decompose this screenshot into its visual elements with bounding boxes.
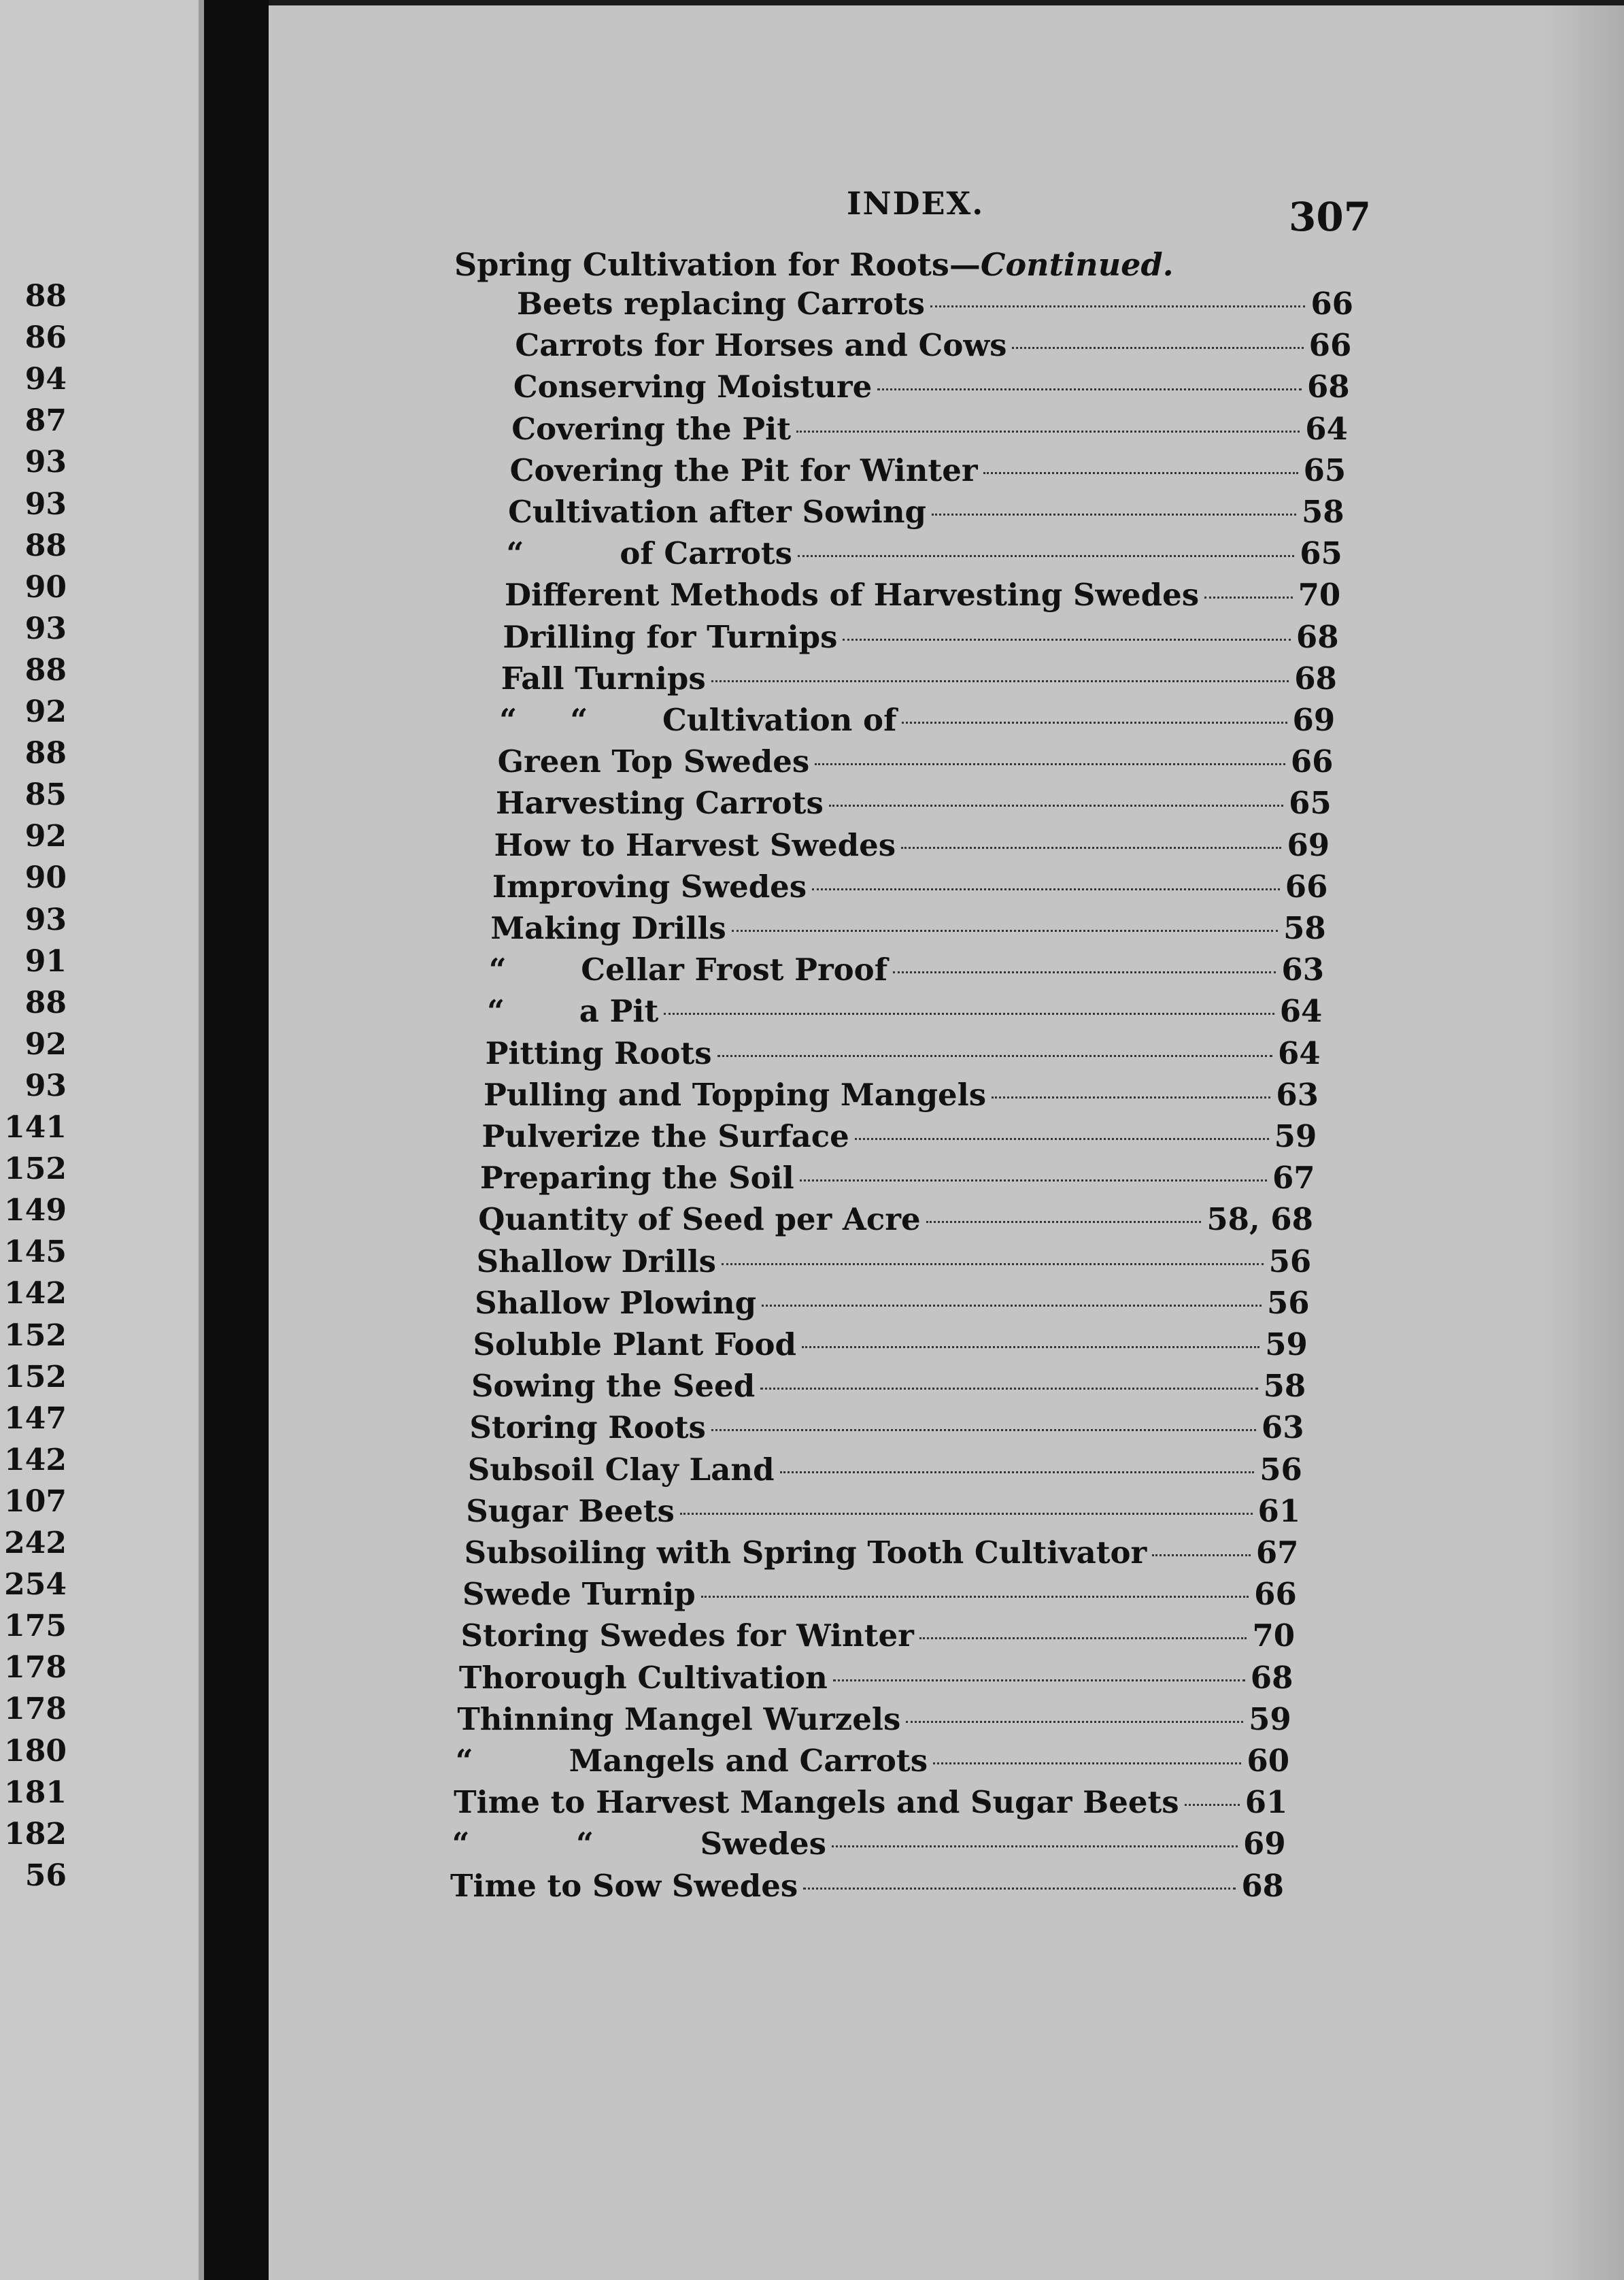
entry-label: Pulverize the Surface — [481, 1118, 849, 1154]
entry-page: 68 — [1306, 369, 1350, 405]
dot-leader — [812, 888, 1280, 890]
dot-leader — [893, 971, 1276, 973]
entry-page: 59 — [1249, 1700, 1291, 1737]
left-page-number: 254 — [4, 1567, 67, 1603]
left-page-number: 93 — [24, 445, 67, 480]
left-page-number: 90 — [24, 569, 67, 605]
entry-label: Thorough Cultivation — [458, 1659, 828, 1696]
left-page-number: 88 — [24, 279, 67, 314]
left-page-number: 107 — [4, 1483, 67, 1519]
entry-page: 59 — [1274, 1118, 1317, 1154]
dot-leader — [701, 1596, 1249, 1598]
entry-page: 70 — [1252, 1617, 1296, 1654]
left-page-number: 92 — [24, 819, 67, 854]
entry-label: Different Methods of Harvesting Swedes — [504, 577, 1200, 614]
dot-leader — [722, 1263, 1264, 1265]
entry-label: Cultivation after Sowing — [508, 494, 927, 530]
left-page-number: 152 — [4, 1359, 67, 1394]
left-page-number: 93 — [24, 486, 67, 522]
entry-label: Storing Roots — [469, 1409, 706, 1446]
dot-leader — [833, 1679, 1245, 1681]
entry-page: 64 — [1279, 993, 1323, 1030]
entry-label: Time to Harvest Mangels and Sugar Beets — [454, 1784, 1179, 1821]
entry-page: 58, 68 — [1206, 1201, 1313, 1238]
entry-page: 66 — [1308, 327, 1352, 364]
entry-label: Soluble Plant Food — [473, 1326, 796, 1362]
left-page-number: 94 — [24, 362, 67, 397]
entry-page: 70 — [1298, 577, 1341, 614]
entry-label: Quantity of Seed per Acre — [478, 1201, 921, 1238]
dot-leader — [732, 930, 1278, 932]
entry-page: 67 — [1272, 1160, 1315, 1196]
index-entry — [494, 827, 1330, 863]
entry-label: Swede Turnip — [462, 1576, 696, 1613]
index-entry — [480, 1160, 1315, 1196]
dot-leader — [832, 1845, 1238, 1847]
entry-label: “ “ Cultivation of — [499, 702, 897, 738]
index-entry — [456, 1743, 1289, 1779]
section-heading — [454, 246, 1174, 283]
left-page-number: 91 — [24, 943, 67, 979]
entry-page: 58 — [1283, 910, 1326, 946]
index-entry — [468, 1452, 1302, 1488]
index-entry — [510, 452, 1347, 488]
entry-label: Shallow Drills — [476, 1243, 717, 1279]
entry-page: 68 — [1250, 1659, 1293, 1696]
entry-page: 61 — [1245, 1784, 1288, 1821]
entry-page: 61 — [1257, 1492, 1301, 1529]
dot-leader — [1152, 1554, 1251, 1556]
entry-label: Thinning Mangel Wurzels — [457, 1700, 901, 1737]
entry-label: Sowing the Seed — [471, 1368, 756, 1405]
entry-page: 64 — [1305, 410, 1348, 447]
index-entry — [452, 1826, 1286, 1862]
left-page-number: 88 — [24, 736, 67, 771]
dot-leader — [901, 847, 1281, 849]
entry-page: 58 — [1263, 1368, 1306, 1405]
entry-page: 66 — [1285, 868, 1328, 905]
left-page-number: 86 — [24, 320, 67, 356]
section-continued: Continued. — [980, 246, 1174, 283]
entry-page: 63 — [1276, 1076, 1319, 1113]
left-page-number: 88 — [24, 652, 67, 688]
entry-label: Making Drills — [490, 910, 726, 946]
index-entry — [507, 535, 1342, 571]
left-page-number: 178 — [4, 1692, 67, 1727]
dot-leader — [843, 639, 1290, 641]
dot-leader — [855, 1138, 1269, 1140]
entry-page: 63 — [1281, 952, 1325, 988]
left-page-number: 180 — [4, 1733, 67, 1768]
left-page-number: 147 — [4, 1401, 67, 1436]
index-entry — [469, 1409, 1304, 1445]
entry-label: Subsoiling with Spring Tooth Cultivator — [464, 1535, 1147, 1571]
left-page-number: 141 — [4, 1110, 67, 1145]
dot-leader — [780, 1471, 1255, 1473]
dot-leader — [802, 1346, 1259, 1348]
index-entry — [460, 1617, 1295, 1654]
dot-leader — [877, 388, 1302, 390]
index-entry — [477, 1243, 1312, 1279]
entry-label: Time to Sow Swedes — [450, 1867, 798, 1904]
dot-leader — [796, 431, 1300, 433]
entry-page: 59 — [1265, 1326, 1308, 1362]
entry-page: 65 — [1303, 452, 1347, 488]
dot-leader — [680, 1513, 1253, 1515]
entry-label: Covering the Pit — [511, 410, 792, 447]
left-page-number: 92 — [24, 1026, 67, 1062]
entry-label: “ Cellar Frost Proof — [488, 952, 888, 988]
dot-leader — [919, 1637, 1247, 1639]
entry-label: Harvesting Carrots — [496, 785, 824, 822]
entry-page: 68 — [1241, 1867, 1284, 1904]
dot-leader — [800, 1179, 1267, 1181]
left-page-number: 93 — [24, 1068, 67, 1103]
entry-label: Subsoil Clay Land — [467, 1451, 775, 1488]
entry-label: Sugar Beets — [466, 1492, 675, 1529]
entry-page: 58 — [1301, 494, 1344, 530]
entry-page: 64 — [1278, 1035, 1321, 1071]
dot-leader — [1185, 1804, 1240, 1806]
dot-leader — [803, 1888, 1236, 1890]
index-entry — [466, 1493, 1300, 1529]
index-entry — [484, 1077, 1319, 1113]
left-page-number: 88 — [24, 528, 67, 563]
index-entry — [459, 1660, 1293, 1696]
dot-leader — [760, 1388, 1257, 1390]
index-entry — [508, 494, 1344, 530]
entry-label: Pitting Roots — [485, 1035, 712, 1071]
dot-leader — [902, 722, 1287, 724]
dot-leader — [932, 514, 1296, 516]
dot-leader — [933, 1762, 1241, 1764]
left-page-number: 88 — [24, 985, 67, 1020]
index-entry — [462, 1576, 1297, 1612]
entry-label: Shallow Plowing — [475, 1284, 757, 1321]
entry-page: 68 — [1296, 618, 1339, 655]
dot-leader — [798, 555, 1294, 557]
left-page-number: 152 — [4, 1318, 67, 1353]
entry-label: Improving Swedes — [492, 868, 807, 905]
entry-label: Fall Turnips — [501, 660, 706, 697]
left-page-number: 90 — [24, 860, 67, 896]
left-page-number: 92 — [24, 694, 67, 729]
index-entry — [515, 327, 1351, 363]
page-shadow — [1542, 5, 1624, 2280]
left-page-number: 152 — [4, 1152, 67, 1187]
index-entry — [498, 743, 1334, 779]
index-entry — [457, 1701, 1291, 1737]
entry-page: 69 — [1287, 826, 1330, 863]
left-page-number: 142 — [4, 1442, 67, 1477]
entry-label: Covering the Pit for Winter — [509, 452, 978, 488]
left-page-number: 93 — [24, 902, 67, 937]
index-entry — [490, 910, 1325, 946]
entry-label: Storing Swedes for Winter — [460, 1617, 914, 1654]
dot-leader — [930, 305, 1305, 307]
left-page-number: 56 — [24, 1858, 67, 1893]
dot-leader — [717, 1055, 1272, 1057]
dot-leader — [711, 1429, 1256, 1431]
index-entry — [517, 286, 1353, 322]
entry-page: 56 — [1259, 1451, 1302, 1488]
left-page-number: 85 — [24, 777, 67, 813]
dot-leader — [926, 1221, 1202, 1223]
entry-page: 66 — [1310, 286, 1353, 322]
entry-page: 63 — [1261, 1409, 1304, 1446]
book-gutter — [204, 0, 269, 2280]
index-entry — [473, 1326, 1308, 1362]
left-page-number: 182 — [4, 1816, 67, 1851]
left-page-number: 175 — [4, 1609, 67, 1644]
dot-leader — [664, 1013, 1274, 1015]
entry-label: Carrots for Horses and Cows — [515, 327, 1007, 364]
entry-page: 68 — [1294, 660, 1337, 697]
index-entry — [464, 1535, 1299, 1571]
entry-page: 66 — [1290, 743, 1334, 780]
entry-page: 66 — [1254, 1576, 1297, 1613]
dot-leader — [815, 763, 1285, 765]
left-page-number: 181 — [4, 1775, 67, 1810]
entry-label: “ a Pit — [487, 993, 659, 1030]
index-entry — [481, 1118, 1317, 1154]
page-title: INDEX. — [847, 185, 985, 222]
dot-leader — [762, 1305, 1262, 1307]
left-page-edge — [199, 0, 204, 2280]
index-entry — [505, 577, 1340, 613]
dot-leader — [906, 1721, 1243, 1723]
left-page-number: 93 — [24, 611, 67, 646]
entry-label: Green Top Swedes — [497, 743, 810, 780]
entry-page: 69 — [1243, 1826, 1286, 1862]
dot-leader — [983, 472, 1298, 474]
index-entry — [475, 1285, 1309, 1321]
entry-label: “ “ Swedes — [452, 1826, 826, 1862]
dot-leader — [829, 805, 1283, 807]
index-entry — [501, 660, 1337, 697]
entry-label: Drilling for Turnips — [503, 618, 838, 655]
index-entry — [454, 1784, 1287, 1820]
index-entry — [478, 1201, 1313, 1237]
index-entry — [487, 993, 1322, 1029]
index-entry — [489, 952, 1324, 988]
entry-label: How to Harvest Swedes — [494, 826, 896, 863]
index-entry — [513, 369, 1350, 405]
left-page-number: 178 — [4, 1650, 67, 1686]
index-entry — [471, 1368, 1306, 1404]
entry-label: Conserving Moisture — [513, 369, 873, 405]
entry-page: 65 — [1289, 785, 1332, 822]
dot-leader — [1012, 347, 1303, 349]
index-entry — [492, 869, 1328, 905]
index-entry — [496, 785, 1332, 821]
index-entry — [511, 411, 1348, 447]
entry-label: Beets replacing Carrots — [517, 286, 926, 322]
index-entry — [503, 619, 1338, 655]
entry-page: 67 — [1255, 1535, 1299, 1571]
entry-page: 65 — [1300, 535, 1342, 572]
left-page-number: 87 — [24, 403, 67, 439]
index-entry — [486, 1035, 1321, 1071]
page-number: 307 — [1289, 194, 1372, 240]
section-heading-text: Spring Cultivation for Roots— — [454, 246, 981, 283]
left-page-numbers — [0, 0, 75, 2280]
index-entry — [450, 1868, 1284, 1904]
dot-leader — [1204, 597, 1292, 599]
entry-page: 69 — [1292, 702, 1336, 738]
dot-leader — [711, 680, 1289, 682]
left-page-number: 149 — [4, 1193, 67, 1228]
left-page-number: 242 — [4, 1526, 67, 1560]
entry-label: “ of Carrots — [506, 535, 792, 572]
entry-label: Pulling and Topping Mangels — [484, 1076, 987, 1113]
index-entry — [499, 702, 1335, 738]
entry-label: “ Mangels and Carrots — [455, 1743, 928, 1779]
dot-leader — [992, 1096, 1270, 1099]
left-page-number: 145 — [4, 1235, 67, 1270]
entry-page: 56 — [1266, 1284, 1310, 1321]
entry-label: Preparing the Soil — [479, 1160, 794, 1196]
left-page-number: 142 — [4, 1276, 67, 1311]
entry-page: 60 — [1247, 1743, 1290, 1779]
left-page — [0, 0, 204, 2280]
entry-page: 56 — [1268, 1243, 1312, 1279]
